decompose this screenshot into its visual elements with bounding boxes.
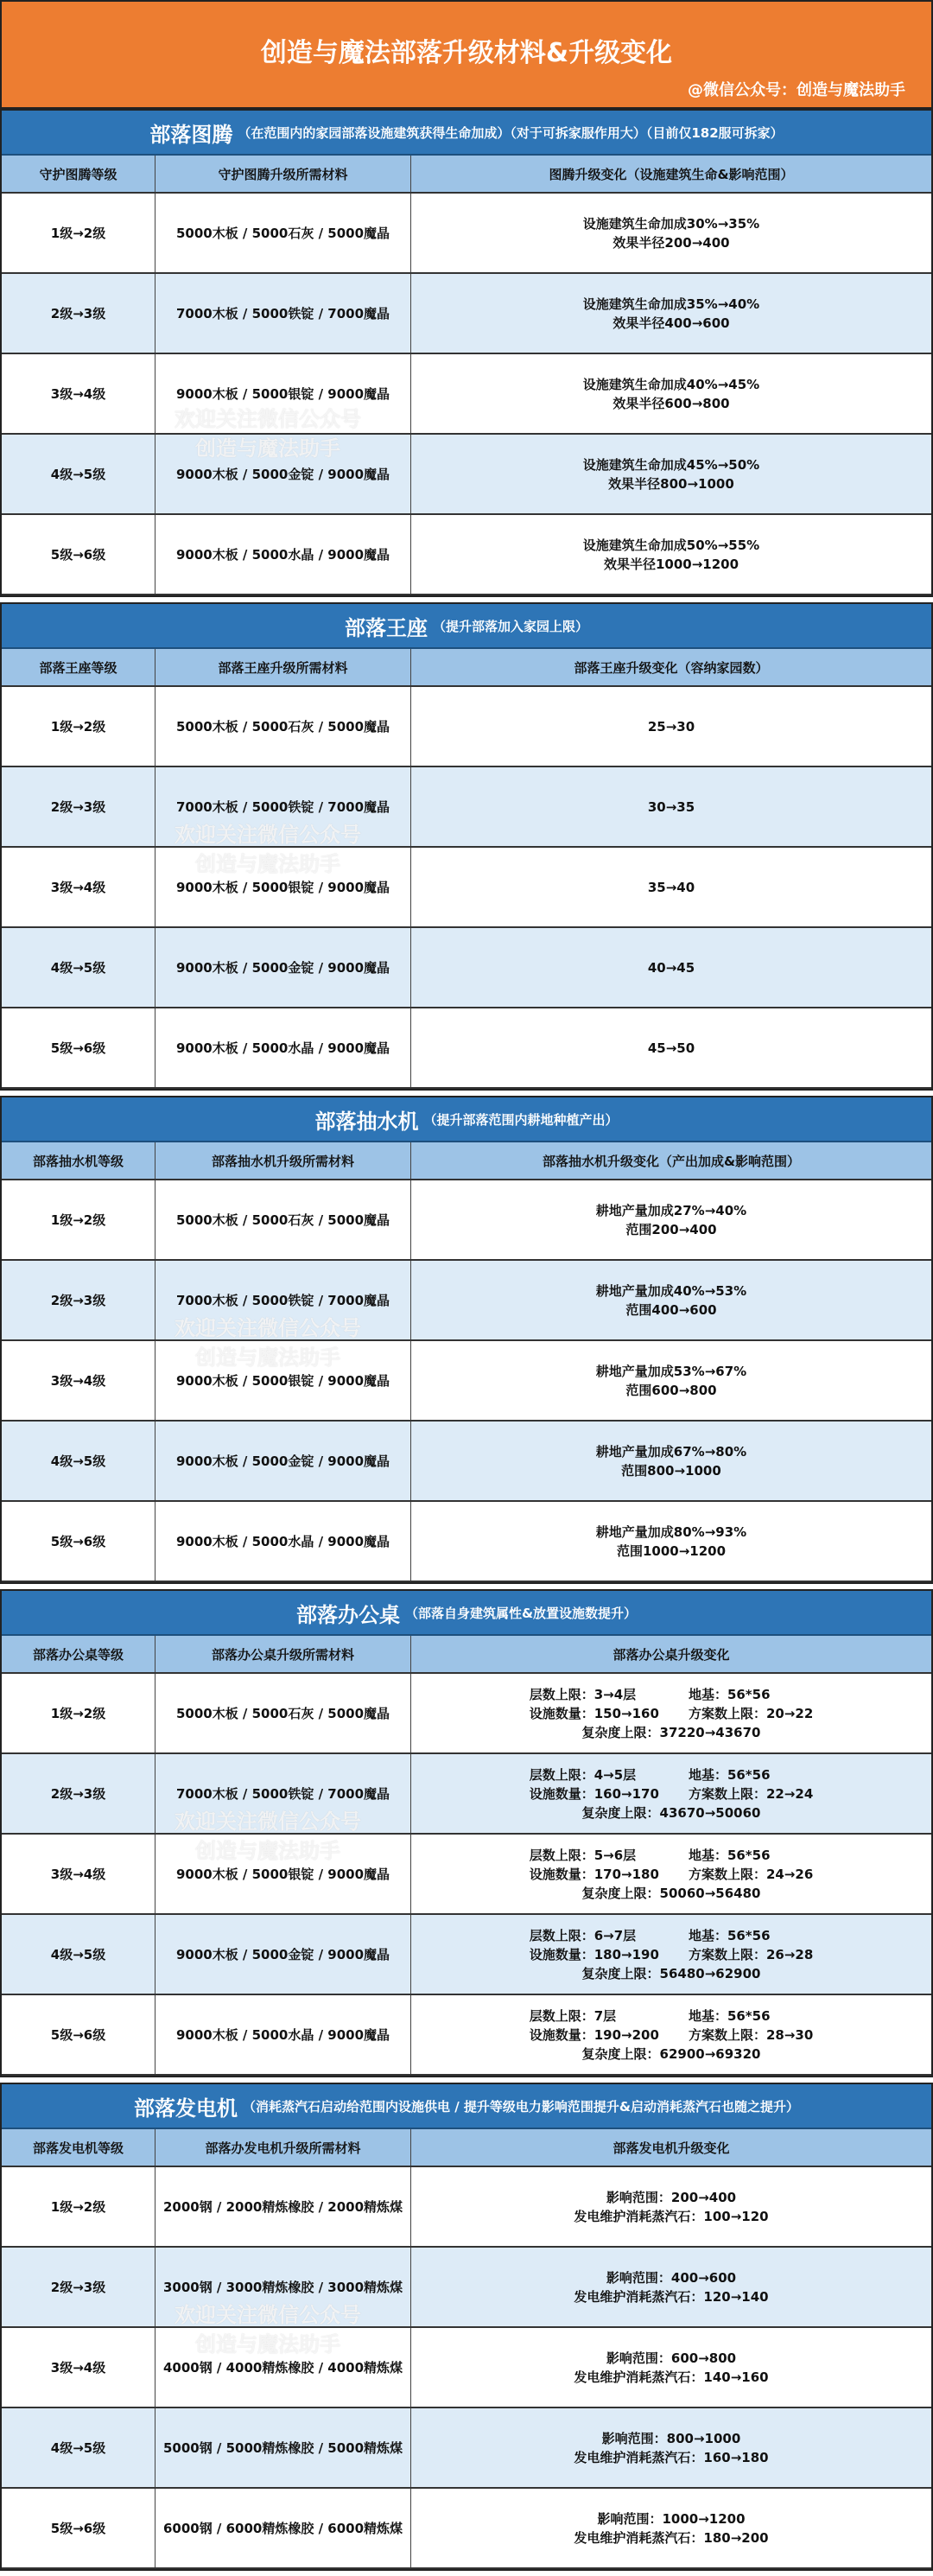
change-line: 设施数量：190→200 — [529, 2026, 659, 2043]
change-lines — [596, 1362, 746, 1400]
change-line: 复杂度上限：62900→69320 — [581, 2045, 761, 2062]
section-header — [2, 111, 931, 156]
change-cell — [411, 1008, 931, 1087]
materials-cell: 7000木板 / 5000铁锭 / 7000魔晶 — [156, 1261, 411, 1339]
change-line: 效果半径600→800 — [612, 395, 730, 411]
change-cell — [411, 2489, 931, 2567]
change-line: 地基：56*56 — [688, 1686, 771, 1702]
table-row — [2, 194, 931, 274]
materials-cell: 4000钢 / 4000精炼橡胶 / 4000精炼煤 — [156, 2328, 411, 2407]
change-lines — [583, 375, 759, 413]
materials-cell: 9000木板 / 5000银锭 / 9000魔晶 — [156, 354, 411, 433]
watermark-line: 创造与魔法助手 — [195, 2332, 340, 2357]
level-cell: 1级→2级 — [2, 1180, 156, 1259]
column-header-row — [2, 1636, 931, 1674]
change-cell — [411, 928, 931, 1007]
section-name: 部落图腾 — [149, 122, 233, 147]
level-cell: 3级→4级 — [2, 1835, 156, 1913]
watermark-line: 欢迎关注微信公众号 — [175, 407, 361, 431]
table-row — [2, 1915, 931, 1995]
section-name: 部落抽水机 — [314, 1109, 419, 1134]
materials-cell: 2000钢 / 2000精炼橡胶 / 2000精炼煤 — [156, 2167, 411, 2246]
materials-cell: 5000木板 / 5000石灰 / 5000魔晶 — [156, 1180, 411, 1259]
change-lines — [530, 1846, 814, 1903]
materials-cell: 9000木板 / 5000水晶 / 9000魔晶 — [156, 1008, 411, 1087]
change-line: 复杂度上限：56480→62900 — [581, 1965, 761, 1981]
change-cell — [411, 1422, 931, 1500]
change-line: 效果半径200→400 — [612, 234, 730, 251]
change-line: 方案数上限：20→22 — [688, 1705, 814, 1721]
column-header: 部落发电机等级 — [2, 2129, 156, 2166]
materials-cell: 6000钢 / 6000精炼橡胶 / 6000精炼煤 — [156, 2489, 411, 2567]
section-note: （在范围内的家园部落设施建筑获得生命加成）（对于可拆家服作用大）（目前仅182服可拆家） — [238, 124, 784, 141]
level-cell: 2级→3级 — [2, 2248, 156, 2326]
table-row — [2, 354, 931, 435]
column-header: 部落办公桌升级所需材料 — [156, 1636, 411, 1672]
materials-cell: 3000钢 / 3000精炼橡胶 / 3000精炼煤 — [156, 2248, 411, 2326]
change-line: 复杂度上限：50060→56480 — [581, 1885, 761, 1901]
change-line: 范围400→600 — [625, 1301, 717, 1318]
section-table — [0, 2083, 933, 2571]
change-line: 设施建筑生命加成50%→55% — [582, 537, 760, 553]
materials-cell: 5000木板 / 5000石灰 / 5000魔晶 — [156, 1674, 411, 1752]
change-cell — [411, 2408, 931, 2487]
level-cell: 1级→2级 — [2, 1674, 156, 1752]
section-header — [2, 604, 931, 649]
change-lines — [574, 2429, 768, 2467]
watermark-line: 欢迎关注微信公众号 — [175, 1316, 361, 1340]
change-cell — [411, 2248, 931, 2326]
change-line: 设施数量：160→170 — [529, 1785, 659, 1802]
materials-cell: 9000木板 / 5000银锭 / 9000魔晶 — [156, 1341, 411, 1420]
change-line: 耕地产量加成27%→40% — [595, 1202, 747, 1218]
column-header: 部落办公桌升级变化 — [612, 1646, 730, 1663]
change-line: 发电维护消耗蒸汽石：180→200 — [574, 2529, 769, 2546]
change-line: 影响范围：200→400 — [606, 2189, 737, 2205]
change-line: 耕地产量加成53%→67% — [595, 1363, 747, 1379]
change-line: 地基：56*56 — [688, 1766, 771, 1783]
page-title: 创造与魔法部落升级材料&升级变化 — [260, 38, 673, 68]
materials-cell: 5000木板 / 5000石灰 / 5000魔晶 — [156, 687, 411, 766]
sections-container — [0, 109, 933, 2571]
change-cell — [411, 1261, 931, 1339]
change-lines — [530, 1685, 814, 1742]
change-cell — [411, 1754, 931, 1833]
section-note: （消耗蒸汽石启动给范围内设施供电 / 提升等级电力影响范围提升&启动消耗蒸汽石也随之提升） — [242, 2098, 799, 2115]
change-lines — [596, 1201, 746, 1239]
level-cell: 1级→2级 — [2, 687, 156, 766]
change-line: 方案数上限：24→26 — [688, 1866, 814, 1882]
change-line: 方案数上限：26→28 — [688, 1946, 814, 1962]
change-line: 发电维护消耗蒸汽石：160→180 — [574, 2449, 769, 2465]
table-row — [2, 2408, 931, 2489]
change-cell — [411, 1180, 931, 1259]
watermark-line: 创造与魔法助手 — [195, 436, 340, 461]
table-row — [2, 1180, 931, 1261]
column-header-row — [2, 649, 931, 687]
level-cell: 2级→3级 — [2, 274, 156, 353]
column-header-row — [2, 156, 931, 194]
change-cell — [411, 2328, 931, 2407]
materials-cell: 9000木板 / 5000水晶 / 9000魔晶 — [156, 1995, 411, 2074]
watermark-line: 创造与魔法助手 — [195, 1345, 340, 1370]
change-lines — [648, 958, 695, 977]
watermark-line: 欢迎关注微信公众号 — [175, 823, 361, 847]
level-cell: 2级→3级 — [2, 1261, 156, 1339]
change-cell — [411, 1995, 931, 2074]
section-header — [2, 1097, 931, 1142]
level-cell: 3级→4级 — [2, 848, 156, 926]
level-cell: 5级→6级 — [2, 1008, 156, 1087]
change-line: 范围1000→1200 — [616, 1542, 727, 1559]
column-header-row — [2, 2129, 931, 2167]
change-line: 地基：56*56 — [688, 2007, 771, 2024]
change-line: 25→30 — [647, 718, 695, 735]
change-cell — [411, 515, 931, 594]
level-cell: 3级→4级 — [2, 1341, 156, 1420]
level-cell: 3级→4级 — [2, 354, 156, 433]
change-cell — [411, 435, 931, 513]
materials-cell: 7000木板 / 5000铁锭 / 7000魔晶 — [156, 1754, 411, 1833]
change-line: 发电维护消耗蒸汽石：100→120 — [574, 2208, 769, 2224]
change-lines — [574, 2509, 768, 2547]
change-cell — [411, 1674, 931, 1752]
watermark-line: 创造与魔法助手 — [195, 1839, 340, 1863]
materials-cell: 7000木板 / 5000铁锭 / 7000魔晶 — [156, 274, 411, 353]
change-line: 效果半径1000→1200 — [603, 556, 739, 572]
section-note: （提升部落加入家园上限） — [432, 618, 588, 634]
table-row — [2, 1995, 931, 2076]
change-line: 效果半径400→600 — [612, 315, 730, 331]
table-row — [2, 1008, 931, 1089]
table-row — [2, 1835, 931, 1915]
change-cell — [411, 354, 931, 433]
change-line: 层数上限：3→4层 — [529, 1686, 637, 1702]
level-cell: 5级→6级 — [2, 515, 156, 594]
change-line: 影响范围：800→1000 — [601, 2430, 741, 2446]
table-row — [2, 2248, 931, 2328]
change-cell — [411, 2167, 931, 2246]
change-cell — [411, 687, 931, 766]
level-cell: 2级→3级 — [2, 1754, 156, 1833]
change-cell — [411, 1341, 931, 1420]
column-header: 部落抽水机升级所需材料 — [156, 1142, 411, 1179]
change-line: 发电维护消耗蒸汽石：120→140 — [574, 2288, 769, 2305]
level-cell: 4级→5级 — [2, 1915, 156, 1994]
change-lines — [583, 295, 759, 333]
materials-cell: 9000木板 / 5000金锭 / 9000魔晶 — [156, 435, 411, 513]
change-lines — [596, 1442, 746, 1480]
change-line: 40→45 — [647, 959, 695, 976]
change-line: 复杂度上限：37220→43670 — [581, 1724, 761, 1740]
section-table — [0, 602, 933, 1091]
change-line: 设施建筑生命加成35%→40% — [582, 296, 760, 312]
column-header: 部落王座等级 — [2, 649, 156, 685]
table-row — [2, 2167, 931, 2248]
change-line: 方案数上限：28→30 — [688, 2026, 814, 2043]
column-header: 部落王座升级变化（容纳家园数） — [574, 659, 769, 676]
column-header: 守护图腾升级所需材料 — [156, 156, 411, 192]
change-line: 范围800→1000 — [621, 1462, 721, 1479]
table-row — [2, 1422, 931, 1502]
change-lines — [596, 1523, 746, 1561]
change-line: 设施数量：150→160 — [529, 1705, 659, 1721]
materials-cell: 9000木板 / 5000水晶 / 9000魔晶 — [156, 1502, 411, 1581]
table-row — [2, 274, 931, 354]
column-header: 部落王座升级所需材料 — [156, 649, 411, 685]
column-header: 部落办发电机升级所需材料 — [156, 2129, 411, 2166]
table-row — [2, 435, 931, 515]
level-cell: 5级→6级 — [2, 2489, 156, 2567]
change-lines — [648, 878, 695, 897]
change-line: 30→35 — [647, 798, 695, 815]
section-name: 部落办公桌 — [295, 1602, 400, 1627]
change-line: 范围600→800 — [625, 1382, 717, 1398]
change-lines — [583, 214, 759, 252]
watermark-line: 欢迎关注微信公众号 — [175, 1810, 361, 1834]
column-header: 部落发电机升级变化 — [612, 2140, 730, 2156]
change-line: 范围200→400 — [625, 1221, 717, 1237]
change-cell — [411, 194, 931, 272]
column-header: 部落抽水机等级 — [2, 1142, 156, 1179]
section-header — [2, 1591, 931, 1636]
change-line: 效果半径800→1000 — [608, 475, 734, 492]
change-lines — [583, 536, 759, 574]
table-row — [2, 2489, 931, 2569]
table-row — [2, 928, 931, 1008]
column-header: 守护图腾等级 — [2, 156, 156, 192]
change-cell — [411, 767, 931, 846]
table-row — [2, 687, 931, 767]
watermark-line: 创造与魔法助手 — [195, 852, 340, 876]
change-lines — [530, 2007, 814, 2064]
materials-cell: 9000木板 / 5000金锭 / 9000魔晶 — [156, 1422, 411, 1500]
change-lines — [574, 2268, 768, 2306]
level-cell: 4级→5级 — [2, 435, 156, 513]
change-line: 层数上限：6→7层 — [529, 1927, 637, 1943]
level-cell: 1级→2级 — [2, 194, 156, 272]
level-cell: 2级→3级 — [2, 767, 156, 846]
column-header: 图腾升级变化（设施建筑生命&影响范围） — [549, 166, 794, 182]
section-note: （提升部落范围内耕地种植产出） — [423, 1111, 619, 1128]
change-lines — [648, 798, 695, 817]
materials-cell: 9000木板 / 5000水晶 / 9000魔晶 — [156, 515, 411, 594]
change-lines — [648, 717, 695, 736]
materials-cell: 9000木板 / 5000金锭 / 9000魔晶 — [156, 1915, 411, 1994]
change-cell — [411, 1835, 931, 1913]
change-line: 层数上限：4→5层 — [529, 1766, 637, 1783]
section-name: 部落王座 — [344, 615, 428, 640]
level-cell: 1级→2级 — [2, 2167, 156, 2246]
change-line: 45→50 — [647, 1040, 695, 1056]
change-line: 地基：56*56 — [688, 1927, 771, 1943]
watermark-line: 欢迎关注微信公众号 — [175, 2303, 361, 2327]
table-row — [2, 515, 931, 595]
level-cell: 4级→5级 — [2, 2408, 156, 2487]
change-line: 耕地产量加成40%→53% — [595, 1282, 747, 1299]
change-line: 层数上限：7层 — [529, 2007, 617, 2024]
table-row — [2, 1341, 931, 1422]
page-subtitle: @微信公众号：创造与魔法助手 — [688, 81, 905, 99]
change-lines — [596, 1282, 746, 1320]
table-row — [2, 1754, 931, 1835]
section-note: （部落自身建筑属性&放置设施数提升） — [404, 1605, 638, 1621]
section-name: 部落发电机 — [133, 2096, 238, 2121]
materials-cell: 9000木板 / 5000银锭 / 9000魔晶 — [156, 848, 411, 926]
column-header-row — [2, 1142, 931, 1180]
level-cell: 4级→5级 — [2, 928, 156, 1007]
level-cell: 5级→6级 — [2, 1995, 156, 2074]
change-line: 方案数上限：22→24 — [688, 1785, 814, 1802]
section-header — [2, 2084, 931, 2129]
change-line: 设施数量：180→190 — [529, 1946, 659, 1962]
table-row — [2, 848, 931, 928]
change-line: 设施建筑生命加成45%→50% — [582, 456, 760, 473]
change-line: 层数上限：5→6层 — [529, 1847, 637, 1863]
level-cell: 5级→6级 — [2, 1502, 156, 1581]
change-line: 影响范围：1000→1200 — [597, 2510, 746, 2527]
change-cell — [411, 848, 931, 926]
change-line: 发电维护消耗蒸汽石：140→160 — [574, 2369, 769, 2385]
change-line: 设施数量：170→180 — [529, 1866, 659, 1882]
table-row — [2, 1261, 931, 1341]
change-lines — [530, 1765, 814, 1822]
change-line: 影响范围：400→600 — [606, 2269, 737, 2286]
change-lines — [574, 2188, 768, 2226]
table-row — [2, 2328, 931, 2408]
change-lines — [530, 1926, 814, 1983]
change-cell — [411, 1915, 931, 1994]
level-cell: 3级→4级 — [2, 2328, 156, 2407]
change-line: 设施建筑生命加成30%→35% — [582, 215, 760, 232]
section-table — [0, 1096, 933, 1584]
change-line: 耕地产量加成80%→93% — [595, 1523, 747, 1540]
table-row — [2, 1674, 931, 1754]
change-lines — [583, 455, 759, 493]
change-line: 设施建筑生命加成40%→45% — [582, 376, 760, 392]
column-header: 部落办公桌等级 — [2, 1636, 156, 1672]
change-line: 耕地产量加成67%→80% — [595, 1443, 747, 1460]
table-row — [2, 767, 931, 848]
materials-cell: 7000木板 / 5000铁锭 / 7000魔晶 — [156, 767, 411, 846]
change-line: 影响范围：600→800 — [606, 2350, 737, 2366]
change-line: 地基：56*56 — [688, 1847, 771, 1863]
materials-cell: 9000木板 / 5000金锭 / 9000魔晶 — [156, 928, 411, 1007]
change-cell — [411, 1502, 931, 1581]
change-cell — [411, 274, 931, 353]
level-cell: 4级→5级 — [2, 1422, 156, 1500]
change-lines — [648, 1039, 695, 1058]
table-row — [2, 1502, 931, 1582]
change-line: 复杂度上限：43670→50060 — [581, 1804, 761, 1821]
section-table — [0, 1589, 933, 2077]
materials-cell: 9000木板 / 5000银锭 / 9000魔晶 — [156, 1835, 411, 1913]
title-banner — [0, 0, 933, 109]
materials-cell: 5000钢 / 5000精炼橡胶 / 5000精炼煤 — [156, 2408, 411, 2487]
section-table — [0, 109, 933, 597]
change-lines — [574, 2349, 768, 2387]
column-header: 部落抽水机升级变化（产出加成&影响范围） — [542, 1153, 801, 1169]
materials-cell: 5000木板 / 5000石灰 / 5000魔晶 — [156, 194, 411, 272]
change-line: 35→40 — [647, 879, 695, 895]
